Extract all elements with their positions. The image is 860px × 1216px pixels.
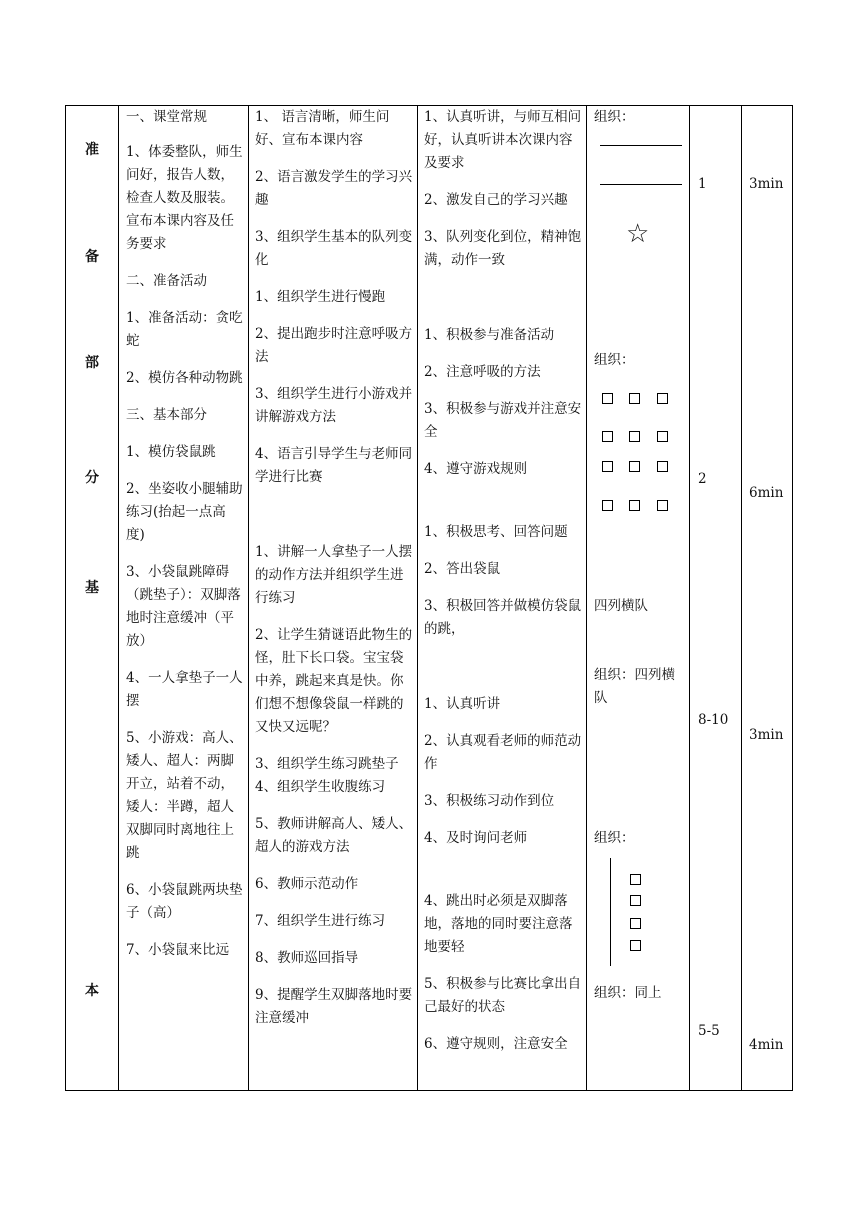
teacher-item: 1、组织学生进行慢跑 (255, 289, 386, 305)
content-item: 7、小袋鼠来比远 (126, 942, 230, 958)
time-value: 3min (749, 727, 784, 743)
content-item: 2、坐姿收小腿辅助练习(抬起一点高度) (126, 481, 243, 543)
org-label: 组织：四列横队 (594, 667, 675, 706)
section-label: 部 (85, 355, 99, 371)
student-square-icon (629, 461, 640, 472)
org-label: 组织： (594, 109, 635, 125)
student-square-icon (602, 500, 613, 511)
teacher-item: 4、语言引导学生与老师同学进行比赛 (255, 446, 413, 485)
student-square-icon (629, 500, 640, 511)
student-item: 1、积极参与准备活动 (424, 327, 555, 343)
student-square-icon (630, 874, 641, 885)
student-item: 3、积极回答并做模仿袋鼠的跳， (424, 598, 582, 637)
student-column (424, 106, 582, 1070)
content-item: 1、模仿袋鼠跳 (126, 444, 216, 460)
student-square-icon (602, 393, 613, 404)
student-item: 3、队列变化到位，精神饱满，动作一致 (424, 229, 582, 268)
count-value: 5-5 (698, 1023, 720, 1039)
section-label: 本 (85, 983, 99, 999)
student-item: 2、答出袋鼠 (424, 561, 501, 577)
lesson-plan-table (65, 105, 793, 1091)
student-item: 2、激发自己的学习兴趣 (424, 192, 568, 208)
student-item: 2、认真观看老师的师范动作 (424, 733, 582, 772)
content-item: 三、基本部分 (126, 407, 207, 423)
student-item: 2、注意呼吸的方法 (424, 364, 541, 380)
content-item: 1、准备活动：贪吃蛇 (126, 310, 243, 349)
student-item: 1、积极思考、回答问题 (424, 524, 568, 540)
column-divider (741, 106, 742, 1090)
column-divider (118, 106, 119, 1090)
section-label: 准 (85, 142, 99, 158)
teacher-item: 9、提醒学生双脚落地时要注意缓冲 (255, 987, 413, 1026)
org-label: 组织：同上 (594, 985, 662, 1001)
student-item: 4、遵守游戏规则 (424, 461, 528, 477)
student-square-icon (630, 918, 641, 929)
formation-line (600, 145, 682, 146)
student-square-icon (629, 393, 640, 404)
student-square-icon (629, 431, 640, 442)
org-label: 组织： (594, 830, 635, 846)
column-divider (417, 106, 418, 1090)
count-value: 1 (698, 176, 707, 192)
teacher-item: 7、组织学生进行练习 (255, 913, 386, 929)
student-square-icon (630, 895, 641, 906)
teacher-item: 3、组织学生进行小游戏并讲解游戏方法 (255, 386, 413, 425)
formation-text: 四列横队 (594, 598, 648, 614)
student-square-icon (657, 500, 668, 511)
teacher-star-icon: ☆ (626, 219, 650, 249)
teacher-item: 4、组织学生收腹练习 (255, 779, 386, 795)
count-value: 8-10 (698, 712, 729, 728)
student-square-icon (602, 461, 613, 472)
teacher-item: 3、组织学生练习跳垫子 (255, 756, 399, 772)
column-divider (586, 106, 587, 1090)
content-item: 5、小游戏：高人、矮人、超人：两脚开立，站着不动，矮人：半蹲，超人双脚同时离地往上跳 (126, 730, 243, 861)
column-divider (248, 106, 249, 1090)
student-item: 3、积极参与游戏并注意安全 (424, 401, 582, 440)
teacher-item: 3、组织学生基本的队列变化 (255, 229, 413, 268)
section-label: 基 (85, 580, 99, 596)
column-divider (689, 106, 690, 1090)
teacher-column (255, 106, 413, 1044)
teacher-item: 2、语言激发学生的学习兴趣 (255, 169, 413, 208)
formation-line (600, 184, 682, 185)
content-item: 2、模仿各种动物跳 (126, 370, 243, 386)
content-item: 6、小袋鼠跳两块垫子（高） (126, 882, 243, 921)
student-item: 3、积极练习动作到位 (424, 793, 555, 809)
student-item: 1、认真听讲 (424, 696, 501, 712)
teacher-item: 8、教师巡回指导 (255, 950, 359, 966)
student-square-icon (630, 940, 641, 951)
teacher-item: 1、 语言清晰，师生问好、宣布本课内容 (255, 109, 390, 148)
student-item: 4、跳出时必须是双脚落地，落地的同时要注意落地要轻 (424, 893, 573, 955)
student-item: 5、积极参与比赛比拿出自己最好的状态 (424, 976, 582, 1015)
org-label: 组织： (594, 352, 635, 368)
formation-line (610, 858, 611, 966)
content-column (126, 106, 244, 976)
count-value: 2 (698, 471, 707, 487)
section-label: 分 (85, 470, 99, 486)
content-item: 3、小袋鼠跳障碍（跳垫子）：双脚落地时注意缓冲（平放） (126, 564, 241, 649)
teacher-item: 2、让学生猜谜语此物生的怪，肚下长口袋。宝宝袋中养，跳起来真是快。你们想不想像袋鼠一样跳的又快又远呢？ (255, 627, 413, 735)
teacher-item: 5、教师讲解高人、矮人、超人的游戏方法 (255, 816, 413, 855)
content-item: 1、体委整队，师生问好，报告人数，检查人数及服装。宣布本课内容及任务要求 (126, 144, 243, 252)
time-value: 3min (749, 176, 784, 192)
time-value: 4min (749, 1037, 784, 1053)
student-square-icon (657, 431, 668, 442)
content-item: 二、准备活动 (126, 273, 207, 289)
student-square-icon (657, 393, 668, 404)
student-item: 6、遵守规则，注意安全 (424, 1036, 568, 1052)
content-item: 4、一人拿垫子一人摆 (126, 670, 243, 709)
teacher-item: 1、讲解一人拿垫子一人摆的动作方法并组织学生进行练习 (255, 544, 413, 606)
teacher-item: 6、教师示范动作 (255, 876, 359, 892)
section-label: 备 (85, 249, 99, 265)
student-item: 1、认真听讲，与师互相问好，认真听讲本次课内容及要求 (424, 109, 582, 171)
content-item: 一、课堂常规 (126, 109, 207, 125)
student-square-icon (602, 431, 613, 442)
teacher-item: 2、提出跑步时注意呼吸方法 (255, 326, 413, 365)
student-square-icon (657, 461, 668, 472)
time-value: 6min (749, 485, 784, 501)
student-item: 4、及时询问老师 (424, 830, 528, 846)
